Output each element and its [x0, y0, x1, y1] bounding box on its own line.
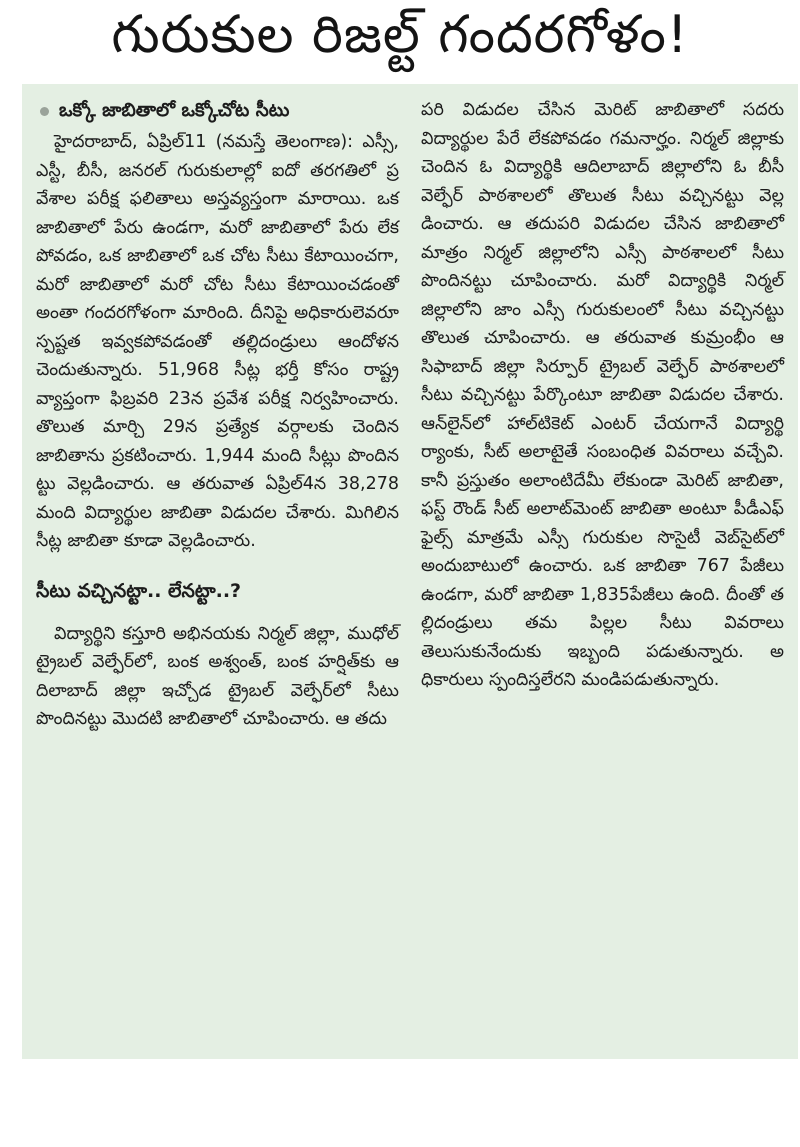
- paragraph-intro: హైదరాబాద్, ఏప్రిల్11 (నమస్తే తెలంగాణ): ఎస్సీ, ఎస్టీ, బీసీ, జనరల్ గురుకులాల్లో ఐదో తరగతిలో ప్రవేశాల పరీక్ష ఫలితాలు అస్తవ్యస్తంగా మారాయి. ఒక జాబితాలో పేరు ఉండగా, మరో జాబితాలో పేరు లేకపోవడం, ఒక జాబితాలో ఒక చోట సీటు కేటాయించగా, మరో జాబితాలో మరో చోట సీటు కేటాయించడంతో అంతా గందరగోళంగా మారింది. దీనిపై అధికారులెవరూ స్పష్టత ఇవ్వకపోవడంతో తల్లిదండ్రులు ఆందోళన చెందుతున్నారు. 51,968 సీట్ల భర్తీ కోసం రాష్ట్రవ్యాప్తంగా ఫిబ్రవరి 23న ప్రవేశ పరీక్ష నిర్వహించారు. తొలుత మార్చి 29న ప్రత్యేక వర్గాలకు చెందిన జాబితాను ప్రకటించారు. 1,944 మంది సీట్లు పొందినట్టు వెల్లడించారు. ఆ తరువాత ఏప్రిల్4న 38,278 మంది విద్యార్థుల జాబితా విడుదల చేశారు. మిగిలిన సీట్ల జాబితా కూడా వెల్లడించారు.: [36, 132, 399, 551]
- subheading-2: సీటు వచ్చినట్టా.. లేనట్టా..?: [36, 579, 242, 602]
- left-column: [36, 96, 399, 1059]
- bullet-icon: [40, 107, 49, 116]
- subheading: [36, 96, 399, 126]
- paragraph-seats: విద్యార్థిని కస్తూరి అభినయకు నిర్మల్ జిల్లా, ముధోల్ ట్రైబల్ వెల్ఫేర్‌లో, బంక అశ్వంత్, బంక హర్షిత్‌కు ఆదిలాబాద్ జిల్లా ఇచ్చోడ ట్రైబల్ వెల్ఫేర్‌లో సీటు పొందినట్టు మొదటి జాబితాలో చూపించారు. ఆ తదు: [36, 623, 399, 729]
- article-panel: [22, 84, 798, 1059]
- right-column: [421, 96, 784, 1059]
- headline: గురుకుల రిజల్ట్ గందరగోళం!: [0, 0, 800, 82]
- subheading-text: ఒక్కో జాబితాలో ఒక్కోచోట సీటు: [59, 100, 290, 121]
- paragraph-continued: పరి విడుదల చేసిన మెరిట్ జాబితాలో సదరు విద్యార్థుల పేరే లేకపోవడం గమనార్హం. నిర్మల్ జిల్లాకు చెందిన ఓ విద్యార్థికి ఆదిలాబాద్ జిల్లాలోని ఓ బీసీ వెల్ఫేర్ పాఠశాలలో తొలుత సీటు వచ్చినట్టు వెల్లడించారు. ఆ తదుపరి విడుదల చేసిన జాబితాలో మాత్రం నిర్మల్ జిల్లాలోని ఎస్సీ పాఠశాలలో సీటు పొందినట్టు చూపించారు. మరో విద్యార్థికి నిర్మల్ జిల్లాలోని జాం ఎస్సీ గురుకులంలో సీటు వచ్చినట్టు తొలుత చూపించారు. ఆ తరువాత కుమ్రంభీం ఆసిఫాబాద్ జిల్లా సిర్పూర్ ట్రైబల్ వెల్ఫేర్ పాఠశాలలో సీటు వచ్చినట్టు పేర్కొంటూ జాబితా విడుదల చేశారు. ఆన్‌లైన్‌లో హాల్‌టికెట్ ఎంటర్ చేయగానే విద్యార్థి ర్యాంకు, సీట్ అలాటైతే సంబంధిత వివరాలు వచ్చేవి. కానీ ప్రస్తుతం అలాంటిదేమీ లేకుండా మెరిట్ జాబితా, ఫస్ట్ రౌండ్ సీట్ అలాట్‌మెంట్ జాబితా అంటూ పీడీఎఫ్ ఫైల్స్ మాత్రమే ఎస్సీ గురుకుల సొసైటీ వెబ్‌సైట్‌లో అందుబాటులో ఉంచారు. ఒక జాబితా 767 పేజీలు ఉండగా, మరో జాబితా 1,835పేజీలు ఉంది. దీంతో తల్లిదండ్రులు తమ పిల్లల సీటు వివరాలు తెలుసుకునేందుకు ఇబ్బంది పడుతున్నారు. అధికారులు స్పందిస్తలేరని మండిపడుతున్నారు.: [421, 100, 784, 690]
